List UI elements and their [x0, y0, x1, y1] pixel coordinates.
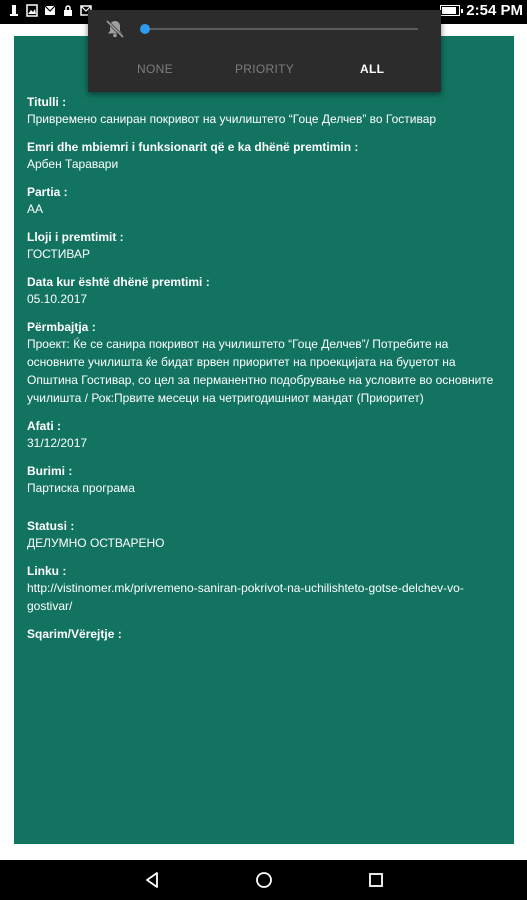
field-status [27, 518, 507, 552]
spacer [27, 508, 507, 518]
title-label: Titulli : [27, 95, 67, 109]
promise-card [14, 36, 514, 844]
field-link [27, 563, 507, 615]
official-value: Арбен Таравари [27, 157, 119, 171]
field-deadline [27, 418, 507, 452]
status-icons [8, 4, 92, 17]
notifications-off-icon[interactable] [104, 18, 126, 40]
status-value: ДЕЛУМНО ОСТВАРЕНО [27, 536, 165, 550]
link-value[interactable]: http://vistinomer.mk/privremeno-saniran-pokrivot-na-uchilishteto-gotse-delchev-vo-gostivar/ [27, 581, 464, 613]
official-label: Emri dhe mbiemri i funksionarit që e ka dhënë premtimin : [27, 140, 359, 154]
source-label: Burimi : [27, 464, 73, 478]
party-label: Partia : [27, 185, 68, 199]
battery-icon [440, 5, 460, 16]
volume-slider-track[interactable] [144, 28, 418, 30]
field-party [27, 184, 507, 218]
field-promise-type [27, 229, 507, 263]
title-value: Привремено саниран покривот на училиштето “Гоце Делчев” во Гостивар [27, 112, 437, 126]
notification-icon [8, 4, 20, 17]
clarification-label: Sqarim/Vërejtje : [27, 627, 122, 641]
content-label: Përmbajtja : [27, 320, 96, 334]
field-title [27, 94, 507, 128]
mode-none-button[interactable]: NONE [137, 62, 173, 76]
field-date [27, 274, 507, 308]
field-clarification [27, 626, 507, 642]
mail-icon [44, 4, 56, 17]
party-value: АА [27, 202, 44, 216]
gallery-icon [26, 4, 38, 17]
mode-all-button[interactable]: ALL [360, 62, 385, 76]
status-label: Statusi : [27, 519, 75, 533]
volume-slider-thumb[interactable] [140, 24, 150, 34]
date-label: Data kur është dhënë premtimi : [27, 275, 210, 289]
clock: 2:54 PM [466, 2, 523, 19]
deadline-value: 31/12/2017 [27, 436, 88, 450]
volume-panel [88, 10, 441, 92]
home-icon[interactable] [254, 870, 274, 890]
recents-icon[interactable] [366, 870, 386, 890]
field-source [27, 463, 507, 497]
back-icon[interactable] [142, 870, 162, 890]
navigation-bar [0, 860, 527, 900]
mode-priority-button[interactable]: PRIORITY [235, 62, 295, 76]
promise-type-value: ГОСТИВАР [27, 247, 90, 261]
promise-type-label: Lloji i premtimit : [27, 230, 124, 244]
lock-icon [62, 4, 74, 17]
field-official [27, 139, 507, 173]
deadline-label: Afati : [27, 419, 61, 433]
link-label: Linku : [27, 564, 67, 578]
source-value: Партиска програма [27, 481, 135, 495]
field-content [27, 319, 507, 407]
promise-details [27, 94, 507, 653]
content-value: Проект: Ќе се санира покривот на училиштето “Гоце Делчев”/ Потребите на основните училишта ќе бидат врвен приоритет на проекцијата на буџетот на Општина Гостивар, со цел за перманентно подобрување на условите во основните училишта / Рок:Првите месеци на четригодишниот мандат (Приоритет) [27, 337, 494, 405]
date-value: 05.10.2017 [27, 292, 88, 306]
